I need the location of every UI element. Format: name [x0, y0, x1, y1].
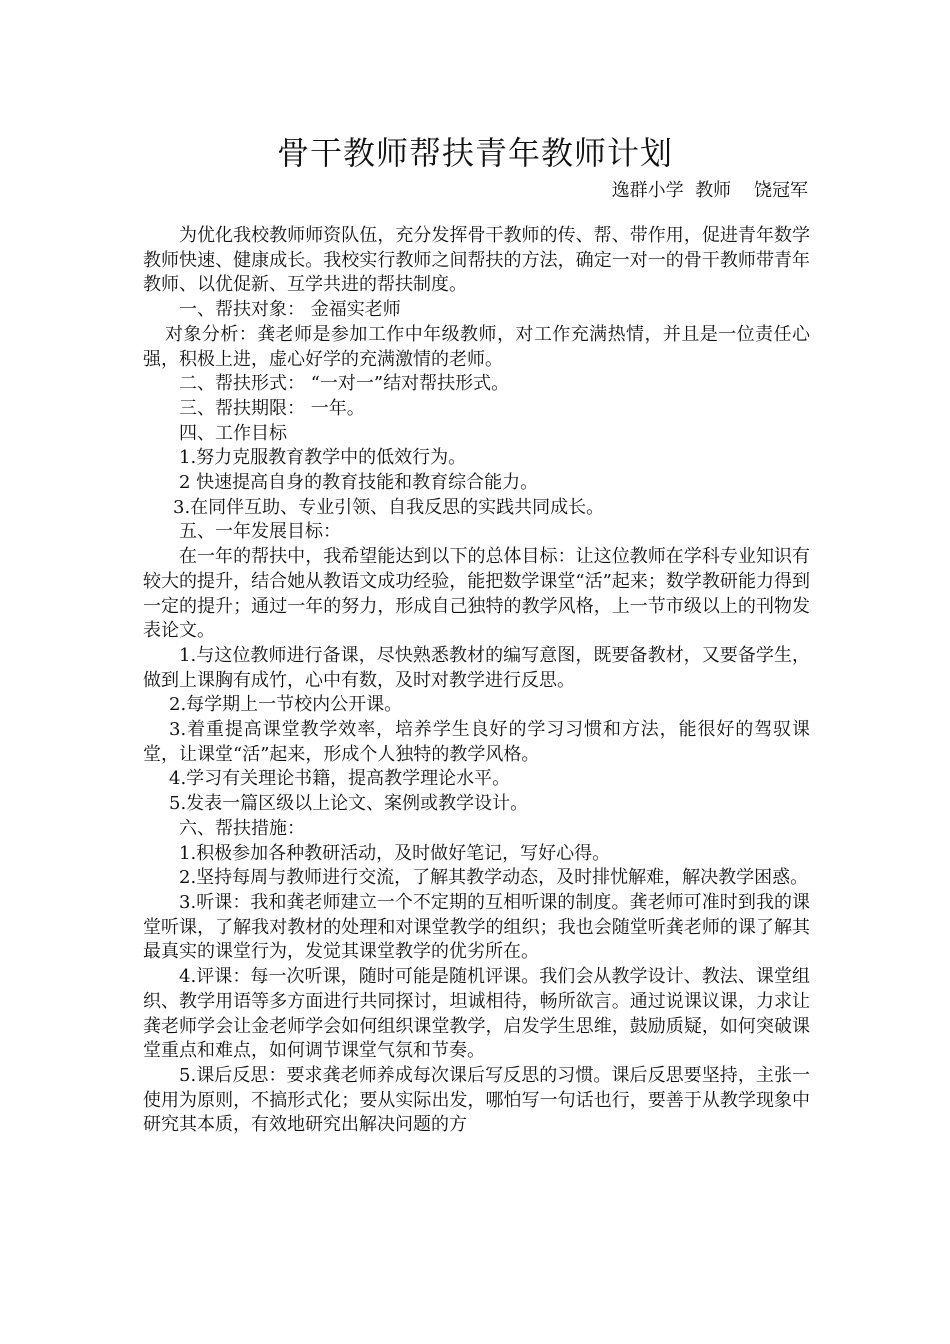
author-byline: 逸群小学 教师 饶冠军: [611, 180, 808, 201]
paragraph: 二、帮扶形式： “一对一”结对帮扶形式。: [179, 373, 510, 395]
document-body: [143, 224, 810, 1138]
paragraph: 一、帮扶对象： 金福实老师: [179, 299, 401, 321]
paragraph: 四、工作目标: [179, 422, 287, 444]
paragraph: 六、帮扶措施：: [179, 817, 305, 839]
paragraph: 4.学习有关理论书籍，提高教学理论水平。: [169, 768, 511, 790]
paragraph: 4.评课：每一次听课，随时可能是随机评课。我们会从教学设计、教法、课堂组织、教学用语等多方面进行共同探讨，坦诚相待，畅所欲言。通过说课议课，力求让龚老师学会让金老师学会如何组织课堂教学，启发学生思维，鼓励质疑，如何突破课堂重点和难点，如何调节课堂气氛和节奏。: [143, 966, 810, 1062]
paragraph: 3.在同伴互助、专业引领、自我反思的实践共同成长。: [173, 496, 605, 518]
paragraph: 3.着重提高课堂教学效率，培养学生良好的学习习惯和方法，能很好的驾驭课堂，让课堂“活”起来，形成个人独特的教学风格。: [143, 719, 810, 765]
paragraph: 5.课后反思：要求龚老师养成每次课后写反思的习惯。课后反思要坚持，主张一使用为原则，不搞形式化；要从实际出发，哪怕写一句话也行，要善于从教学现象中研究其本质，有效地研究出解决问题的方: [143, 1064, 810, 1136]
paragraph: 五、一年发展目标：: [179, 521, 341, 543]
paragraph: 三、帮扶期限： 一年。: [179, 397, 365, 419]
paragraph: 5.发表一篇区级以上论文、案例或教学设计。: [169, 793, 529, 815]
paragraph: 2 快速提高自身的教育技能和教育综合能力。: [179, 472, 539, 494]
paragraph: 1.与这位教师进行备课，尽快熟悉教材的编写意图，既要备教材，又要备学生，做到上课胸有成竹，心中有数，及时对教学进行反思。: [143, 644, 810, 691]
paragraph: 2.坚持每周与教师进行交流，了解其教学动态，及时排忧解难，解决教学困惑。: [179, 867, 809, 889]
paragraph: 在一年的帮扶中，我希望能达到以下的总体目标：让这位教师在学科专业知识有较大的提升，结合她从教语文成功经验，能把数学课堂“活”起来；数学教研能力得到一定的提升；通过一年的努力，形成自己独特的教学风格，上一节市级以上的刊物发表论文。: [143, 546, 810, 642]
document-title: 骨干教师帮扶青年教师计划: [276, 134, 673, 172]
paragraph: 2.每学期上一节校内公开课。: [169, 694, 403, 716]
paragraph: 1.努力克服教育教学中的低效行为。: [179, 447, 467, 469]
paragraph: 1.积极参加各种教研活动，及时做好笔记，写好心得。: [179, 842, 611, 864]
paragraph: 对象分析：龚老师是参加工作中年级教师，对工作充满热情，并且是一位责任心强，积极上进，虚心好学的充满激情的老师。: [143, 323, 810, 370]
paragraph: 为优化我校教师师资队伍，充分发挥骨干教师的传、帮、带作用，促进青年数学教师快速、健康成长。我校实行教师之间帮扶的方法，确定一对一的骨干教师带青年教师、以优促新、互学共进的帮扶制度。: [143, 225, 810, 296]
paragraph: 3.听课：我和龚老师建立一个不定期的互相听课的制度。龚老师可准时到我的课堂听课，了解我对教材的处理和对课堂教学的组织；我也会随堂听龚老师的课了解其最真实的课堂行为，发觉其课堂教学的优劣所在。: [143, 891, 810, 963]
